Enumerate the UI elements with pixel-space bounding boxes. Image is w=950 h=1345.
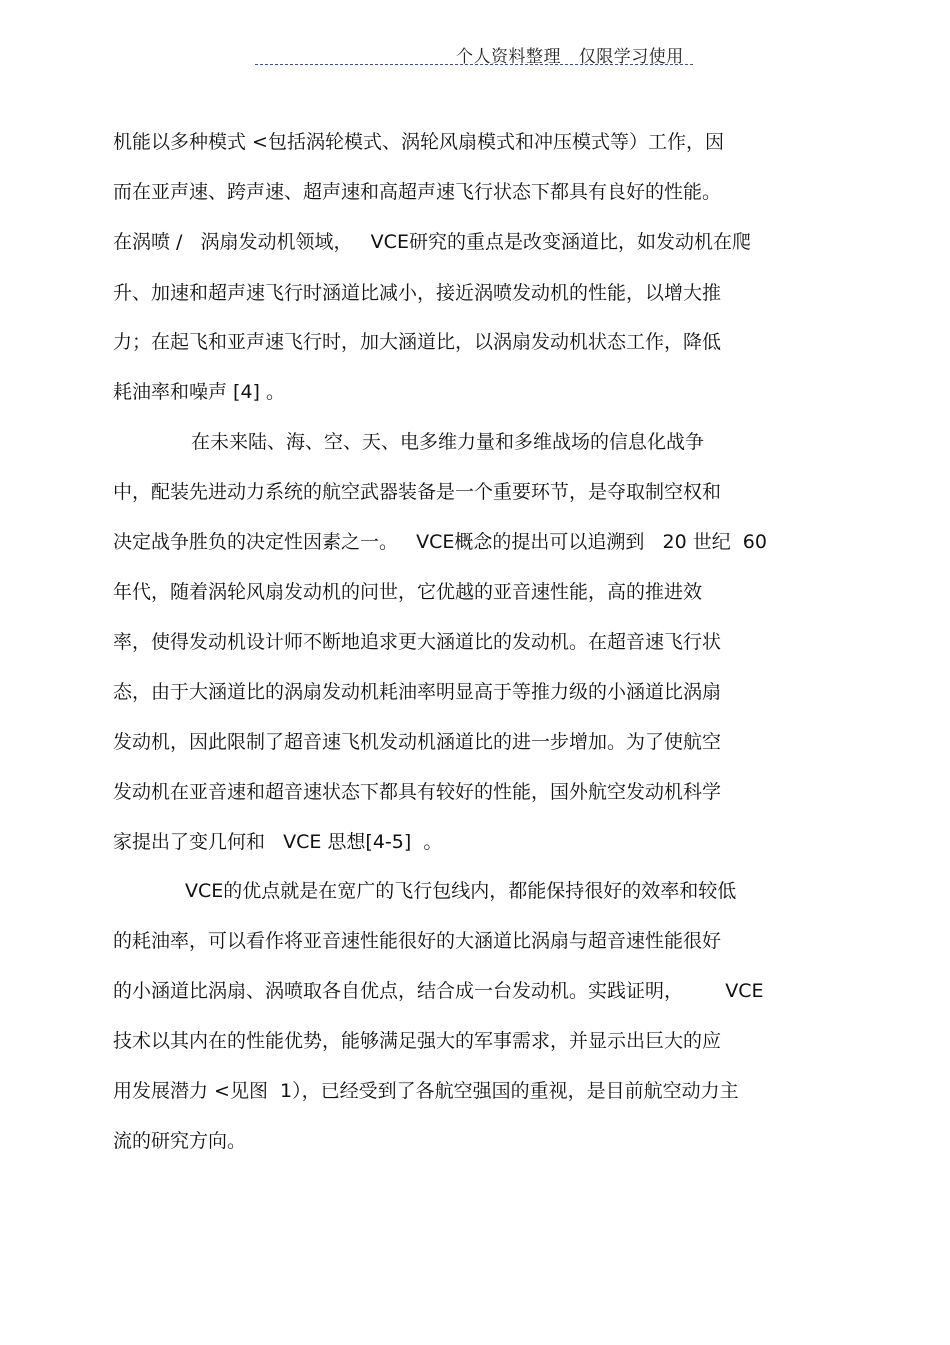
page-header [0, 40, 950, 70]
paragraph-3-line-5: 用发展潜力 <见图 1），已经受到了各航空强国的重视，是目前航空动力主 [113, 1080, 739, 1102]
paragraph-3-line-2: 的耗油率，可以看作将亚音速性能很好的大涵道比涡扇与超音速性能很好 [113, 930, 722, 952]
paragraph-1-line-4: 升、加速和超声速飞行时涵道比减小，接近涡喷发动机的性能，以增大推 [113, 282, 722, 304]
paragraph-3-line-4: 技术以其内在的性能优势，能够满足强大的军事需求，并显示出巨大的应 [113, 1030, 722, 1052]
paragraph-1-line-5: 力；在起飞和亚声速飞行时，加大涵道比，以涡扇发动机状态工作，降低 [113, 331, 722, 353]
paragraph-2-line-7: 发动机，因此限制了超音速飞机发动机涵道比的进一步增加。为了使航空 [113, 731, 722, 753]
paragraph-2-line-8: 发动机在亚音速和超音速状态下都具有较好的性能，国外航空发动机科学 [113, 781, 722, 803]
header-dashed-rule [255, 64, 693, 65]
paragraph-2-line-9: 家提出了变几何和 VCE 思想[4-5] 。 [113, 831, 443, 853]
paragraph-1-line-2: 而在亚声速、跨声速、超声速和高超声速飞行状态下都具有良好的性能。 [113, 181, 722, 203]
paragraph-3-line-3: 的小涵道比涡扇、涡喷取各自优点，结合成一台发动机。实践证明， VCE [113, 980, 764, 1002]
paragraph-2-line-3: 决定战争胜负的决定性因素之一。 VCE概念的提出可以追溯到 20 世纪 60 [113, 531, 767, 553]
paragraph-2-line-2: 中，配装先进动力系统的航空武器装备是一个重要环节，是夺取制空权和 [113, 481, 722, 503]
paragraph-3-line-6: 流的研究方向。 [113, 1130, 247, 1152]
paragraph-1-line-3: 在涡喷 / 涡扇发动机领域， VCE研究的重点是改变涵道比，如发动机在爬 [113, 231, 751, 253]
header-title: 个人资料整理 仅限学习使用 [456, 47, 684, 67]
paragraph-3-line-1: VCE的优点就是在宽广的飞行包线内，都能保持很好的效率和较低 [185, 880, 737, 902]
paragraph-2-line-4: 年代，随着涡轮风扇发动机的问世，它优越的亚音速性能，高的推进效 [113, 581, 703, 603]
paragraph-2-line-5: 率，使得发动机设计师不断地追求更大涵道比的发动机。在超音速飞行状 [113, 631, 722, 653]
paragraph-1-line-1: 机能以多种模式 <包括涡轮模式、涡轮风扇模式和冲压模式等）工作，因 [113, 131, 724, 153]
paragraph-1-line-6: 耗油率和噪声 [4] 。 [113, 381, 285, 403]
paragraph-2-line-6: 态，由于大涵道比的涡扇发动机耗油率明显高于等推力级的小涵道比涡扇 [113, 681, 722, 703]
paragraph-2-line-1: 在未来陆、海、空、天、电多维力量和多维战场的信息化战争 [191, 431, 705, 453]
